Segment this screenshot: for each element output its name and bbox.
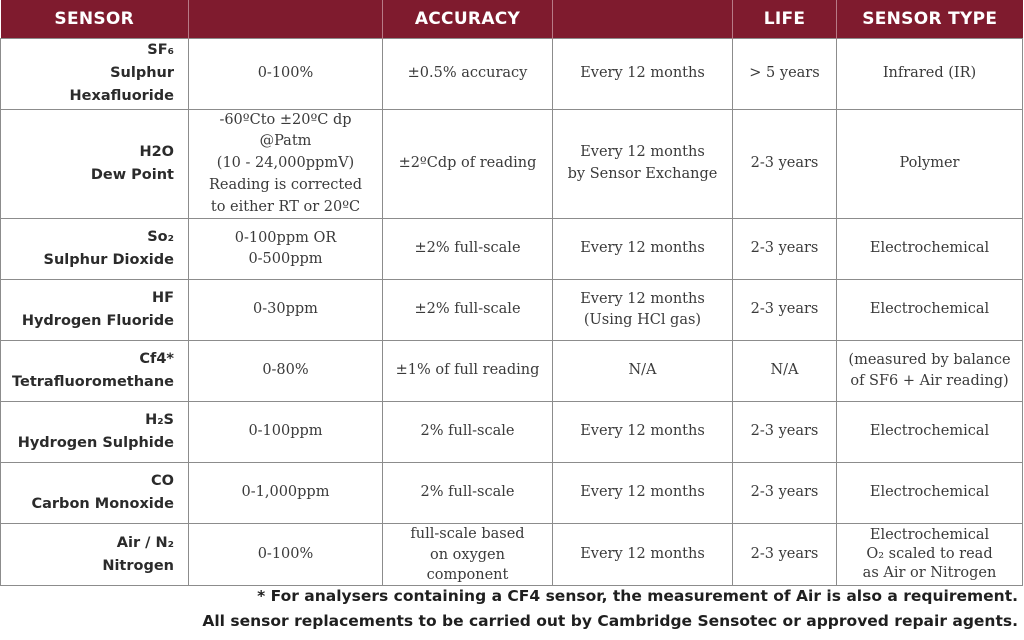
range-text: to either RT or 20ºC <box>210 198 361 215</box>
type-text: Infrared (IR) <box>882 64 977 81</box>
accuracy-cell <box>383 39 553 110</box>
sensor-cell <box>1 402 189 463</box>
service-text: N/A <box>628 362 657 379</box>
type-cell <box>837 219 1023 280</box>
service-text: Every 12 months <box>580 290 705 307</box>
range-cell <box>189 109 383 219</box>
sensor-formula: So₂ <box>147 229 174 246</box>
range-text: 0-500ppm <box>248 251 323 268</box>
sensor-formula: H₂S <box>145 412 174 429</box>
life-cell <box>733 280 837 341</box>
sensor-formula: HF <box>151 290 174 307</box>
table-row <box>1 219 1023 280</box>
sensor-cell <box>1 341 189 402</box>
type-text: Electrochemical <box>869 484 990 501</box>
accuracy-text: ±2% full-scale <box>414 301 521 318</box>
type-cell <box>837 280 1023 341</box>
life-cell <box>733 524 837 586</box>
range-text: -60ºCto ±20ºC dp @Patm <box>219 111 352 150</box>
service-text: Every 12 months <box>580 545 705 562</box>
sensor-name: Nitrogen <box>102 557 174 574</box>
life-text: 2-3 years <box>750 155 819 172</box>
accuracy-text: full-scale based <box>410 526 525 543</box>
service-cell <box>553 341 733 402</box>
accuracy-cell <box>383 463 553 524</box>
sensor-formula: SF₆ <box>147 42 174 58</box>
sensor-formula: Air / N₂ <box>116 534 174 551</box>
accuracy-cell <box>383 219 553 280</box>
accuracy-text: ±2ºCdp of reading <box>398 155 537 172</box>
range-text: 0-1,000ppm <box>241 484 330 501</box>
accuracy-cell <box>383 341 553 402</box>
life-cell <box>733 109 837 219</box>
service-cell <box>553 219 733 280</box>
table-row <box>1 463 1023 524</box>
accuracy-cell <box>383 524 553 586</box>
service-text: Every 12 months <box>580 240 705 257</box>
table-row <box>1 341 1023 402</box>
accuracy-text: ±1% of full reading <box>395 362 540 379</box>
accuracy-cell <box>383 109 553 219</box>
range-text: 0-100% <box>257 545 314 562</box>
service-cell <box>553 524 733 586</box>
accuracy-text: ±2% full-scale <box>414 240 521 257</box>
type-cell <box>837 109 1023 219</box>
life-cell <box>733 39 837 110</box>
life-cell <box>733 341 837 402</box>
accuracy-cell <box>383 402 553 463</box>
sensor-cell <box>1 39 189 110</box>
type-text: as Air or Nitrogen <box>862 565 997 582</box>
range-text: 0-100ppm OR <box>234 229 337 246</box>
table-row <box>1 280 1023 341</box>
sensor-name: Tetrafluoromethane <box>12 374 174 391</box>
service-cell <box>553 280 733 341</box>
life-text: 2-3 years <box>750 423 819 440</box>
range-text: (10 - 24,000ppmV) <box>216 155 355 172</box>
service-cell <box>553 463 733 524</box>
type-text: Electrochemical <box>869 301 990 318</box>
type-text: Electrochemical <box>869 240 990 257</box>
range-cell <box>189 341 383 402</box>
header-service-interval <box>553 0 733 39</box>
sensor-cell <box>1 109 189 219</box>
sensor-formula: H2O <box>139 143 174 160</box>
sensor-cell <box>1 524 189 586</box>
header-sensor: SENSOR <box>1 0 189 39</box>
range-cell <box>189 463 383 524</box>
range-text: 0-100ppm <box>248 423 323 440</box>
type-cell <box>837 39 1023 110</box>
sensor-name: Sulphur Dioxide <box>43 252 174 269</box>
life-text: 2-3 years <box>750 301 819 318</box>
header-accuracy: ACCURACY <box>383 0 553 39</box>
life-text: 2-3 years <box>750 545 819 562</box>
accuracy-text: on oxygen component <box>426 546 509 583</box>
table-header-row <box>1 0 1023 39</box>
life-cell <box>733 463 837 524</box>
type-cell <box>837 402 1023 463</box>
footnote-replacements: All sensor replacements to be carried out by Cambridge Sensotec or approved repair agents. <box>202 612 1018 630</box>
service-text: (Using HCl gas) <box>583 312 702 329</box>
type-cell <box>837 524 1023 586</box>
header-sensor-type: SENSOR TYPE <box>837 0 1023 39</box>
type-text: (measured by balance <box>848 351 1011 368</box>
service-cell <box>553 109 733 219</box>
sensor-name: Dew Point <box>90 166 174 183</box>
table-body <box>1 39 1023 586</box>
service-cell <box>553 402 733 463</box>
type-cell <box>837 463 1023 524</box>
life-text: N/A <box>770 362 799 379</box>
life-text: 2-3 years <box>750 240 819 257</box>
table-row <box>1 109 1023 219</box>
sensor-cell <box>1 463 189 524</box>
sensor-name: Hydrogen Fluoride <box>21 313 174 330</box>
sensor-cell <box>1 280 189 341</box>
sensor-formula: CO <box>151 473 174 490</box>
accuracy-text: 2% full-scale <box>420 423 515 440</box>
accuracy-cell <box>383 280 553 341</box>
table-row <box>1 402 1023 463</box>
header-life: LIFE <box>733 0 837 39</box>
service-text: Every 12 months <box>580 484 705 501</box>
range-cell <box>189 39 383 110</box>
range-cell <box>189 402 383 463</box>
service-text: Every 12 months <box>580 423 705 440</box>
accuracy-text: ±0.5% accuracy <box>407 64 528 81</box>
range-cell <box>189 524 383 586</box>
accuracy-text: 2% full-scale <box>420 484 515 501</box>
range-cell <box>189 280 383 341</box>
sensor-name: Sulphur Hexafluoride <box>69 65 174 105</box>
header-range <box>189 0 383 39</box>
range-text: 0-30ppm <box>253 301 318 318</box>
footnote-cf4: * For analysers containing a CF4 sensor, the measurement of Air is also a requirement. <box>257 587 1018 605</box>
sensor-formula: Cf4* <box>139 351 174 368</box>
range-text: Reading is corrected <box>208 176 363 193</box>
service-text: by Sensor Exchange <box>567 165 718 182</box>
service-cell <box>553 39 733 110</box>
type-text: Polymer <box>899 155 960 172</box>
life-text: 2-3 years <box>750 484 819 501</box>
footnotes <box>0 584 1018 634</box>
sensor-name: Carbon Monoxide <box>31 496 174 513</box>
sensor-cell <box>1 219 189 280</box>
sensor-name: Hydrogen Sulphide <box>17 435 174 452</box>
service-text: Every 12 months <box>580 64 705 81</box>
range-text: 0-80% <box>262 362 309 379</box>
type-text: O₂ scaled to read <box>866 546 993 563</box>
type-cell <box>837 341 1023 402</box>
type-text: of SF6 + Air reading) <box>850 373 1009 390</box>
life-cell <box>733 219 837 280</box>
life-cell <box>733 402 837 463</box>
life-text: > 5 years <box>749 64 820 81</box>
service-text: Every 12 months <box>580 144 705 161</box>
table-row <box>1 39 1023 110</box>
type-text: Electrochemical <box>869 423 990 440</box>
range-cell <box>189 219 383 280</box>
range-text: 0-100% <box>257 64 314 81</box>
table-row <box>1 524 1023 586</box>
type-text: Electrochemical <box>869 527 990 544</box>
